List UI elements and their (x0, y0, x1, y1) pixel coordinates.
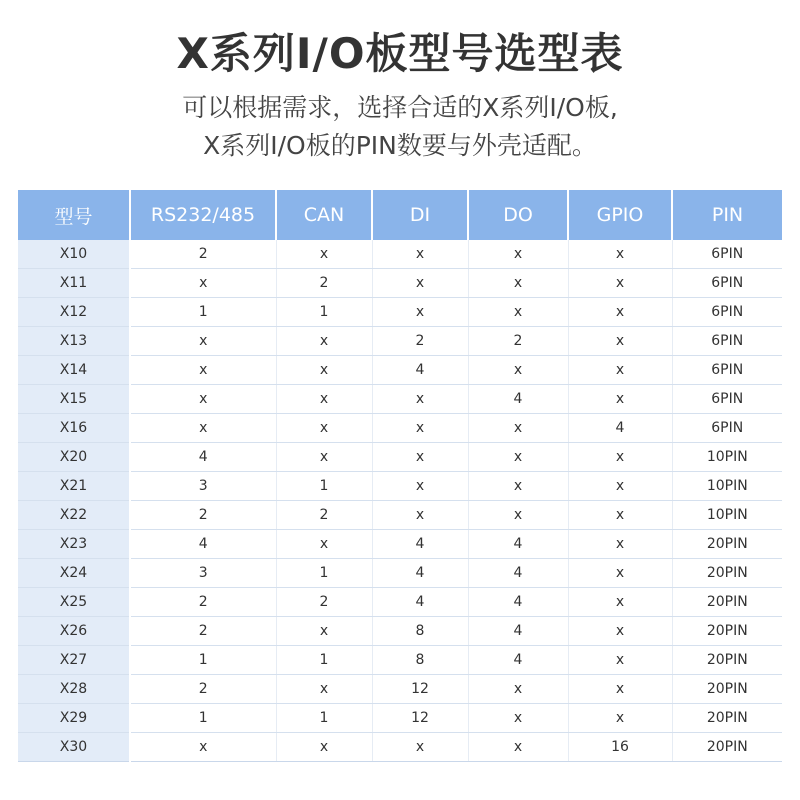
cell-model: X26 (18, 617, 130, 646)
cell-do: 2 (468, 327, 568, 356)
model-selection-table (18, 190, 782, 762)
table-row (18, 617, 782, 646)
cell-pin: 6PIN (672, 269, 782, 298)
cell-model: X10 (18, 240, 130, 269)
table-row (18, 327, 782, 356)
cell-model: X28 (18, 675, 130, 704)
cell-pin: 20PIN (672, 559, 782, 588)
cell-can: 2 (276, 269, 372, 298)
cell-pin: 6PIN (672, 414, 782, 443)
cell-gpio: x (568, 501, 672, 530)
cell-rs232-485: 4 (130, 443, 276, 472)
cell-rs232-485: 2 (130, 501, 276, 530)
cell-can: x (276, 530, 372, 559)
cell-pin: 20PIN (672, 733, 782, 762)
table-row (18, 559, 782, 588)
cell-rs232-485: x (130, 733, 276, 762)
header-do: DO (468, 190, 568, 240)
cell-rs232-485: 2 (130, 675, 276, 704)
header-can: CAN (276, 190, 372, 240)
header-rs232-485: RS232/485 (130, 190, 276, 240)
cell-do: 4 (468, 559, 568, 588)
cell-can: 1 (276, 472, 372, 501)
table-row (18, 675, 782, 704)
cell-di: x (372, 385, 468, 414)
cell-pin: 6PIN (672, 298, 782, 327)
page-title: X系列I/O板型号选型表 (176, 29, 624, 78)
cell-pin: 20PIN (672, 704, 782, 733)
cell-gpio: x (568, 530, 672, 559)
cell-can: 1 (276, 298, 372, 327)
cell-do: x (468, 240, 568, 269)
cell-do: x (468, 704, 568, 733)
cell-pin: 6PIN (672, 385, 782, 414)
cell-do: 4 (468, 646, 568, 675)
cell-can: x (276, 617, 372, 646)
cell-di: x (372, 269, 468, 298)
cell-di: x (372, 240, 468, 269)
cell-gpio: x (568, 617, 672, 646)
cell-model: X30 (18, 733, 130, 762)
cell-pin: 20PIN (672, 617, 782, 646)
cell-gpio: x (568, 240, 672, 269)
cell-gpio: x (568, 704, 672, 733)
cell-pin: 6PIN (672, 356, 782, 385)
subtitle-line-2: X系列I/O板的PIN数要与外壳适配。 (203, 131, 597, 160)
header-gpio: GPIO (568, 190, 672, 240)
cell-do: x (468, 269, 568, 298)
cell-di: x (372, 733, 468, 762)
cell-gpio: x (568, 588, 672, 617)
cell-model: X29 (18, 704, 130, 733)
table-row (18, 733, 782, 762)
cell-rs232-485: 1 (130, 646, 276, 675)
cell-model: X22 (18, 501, 130, 530)
cell-can: x (276, 675, 372, 704)
cell-di: 4 (372, 588, 468, 617)
cell-pin: 10PIN (672, 501, 782, 530)
cell-gpio: x (568, 472, 672, 501)
cell-can: 2 (276, 501, 372, 530)
cell-gpio: x (568, 327, 672, 356)
cell-di: x (372, 501, 468, 530)
cell-rs232-485: 2 (130, 617, 276, 646)
table-row (18, 472, 782, 501)
cell-gpio: x (568, 298, 672, 327)
cell-pin: 20PIN (672, 530, 782, 559)
cell-rs232-485: x (130, 356, 276, 385)
cell-do: x (468, 414, 568, 443)
cell-can: 1 (276, 704, 372, 733)
table-row (18, 356, 782, 385)
table-body (18, 240, 782, 762)
cell-di: 4 (372, 559, 468, 588)
cell-rs232-485: 1 (130, 704, 276, 733)
cell-model: X15 (18, 385, 130, 414)
cell-model: X14 (18, 356, 130, 385)
subtitle-line-1: 可以根据需求，选择合适的X系列I/O板, (182, 93, 618, 122)
cell-di: 2 (372, 327, 468, 356)
cell-do: x (468, 501, 568, 530)
cell-rs232-485: 2 (130, 240, 276, 269)
table-row (18, 240, 782, 269)
cell-do: 4 (468, 530, 568, 559)
table-row (18, 704, 782, 733)
cell-can: 2 (276, 588, 372, 617)
table-row (18, 298, 782, 327)
cell-di: x (372, 298, 468, 327)
cell-can: 1 (276, 646, 372, 675)
cell-rs232-485: 1 (130, 298, 276, 327)
cell-gpio: x (568, 646, 672, 675)
cell-pin: 6PIN (672, 327, 782, 356)
table-row (18, 530, 782, 559)
cell-can: x (276, 443, 372, 472)
cell-model: X25 (18, 588, 130, 617)
cell-do: 4 (468, 588, 568, 617)
cell-rs232-485: x (130, 327, 276, 356)
table-row (18, 385, 782, 414)
cell-di: 8 (372, 646, 468, 675)
cell-gpio: 16 (568, 733, 672, 762)
cell-model: X12 (18, 298, 130, 327)
cell-model: X21 (18, 472, 130, 501)
cell-pin: 10PIN (672, 443, 782, 472)
cell-di: 12 (372, 675, 468, 704)
cell-can: x (276, 240, 372, 269)
table-header-row (18, 190, 782, 240)
header-model: 型号 (18, 190, 130, 240)
cell-rs232-485: x (130, 385, 276, 414)
cell-gpio: 4 (568, 414, 672, 443)
cell-pin: 6PIN (672, 240, 782, 269)
cell-do: 4 (468, 617, 568, 646)
cell-model: X16 (18, 414, 130, 443)
cell-can: x (276, 356, 372, 385)
cell-pin: 10PIN (672, 472, 782, 501)
cell-model: X11 (18, 269, 130, 298)
cell-di: 4 (372, 356, 468, 385)
cell-di: 12 (372, 704, 468, 733)
cell-model: X27 (18, 646, 130, 675)
cell-do: x (468, 298, 568, 327)
cell-gpio: x (568, 269, 672, 298)
cell-di: x (372, 414, 468, 443)
cell-gpio: x (568, 385, 672, 414)
table-row (18, 646, 782, 675)
cell-di: x (372, 443, 468, 472)
cell-do: 4 (468, 385, 568, 414)
header-di: DI (372, 190, 468, 240)
cell-rs232-485: 3 (130, 559, 276, 588)
cell-model: X20 (18, 443, 130, 472)
cell-pin: 20PIN (672, 588, 782, 617)
table-row (18, 269, 782, 298)
cell-can: x (276, 385, 372, 414)
header-pin: PIN (672, 190, 782, 240)
cell-can: x (276, 733, 372, 762)
cell-rs232-485: x (130, 414, 276, 443)
cell-gpio: x (568, 675, 672, 704)
cell-di: 4 (372, 530, 468, 559)
cell-do: x (468, 733, 568, 762)
cell-do: x (468, 356, 568, 385)
cell-model: X23 (18, 530, 130, 559)
cell-model: X24 (18, 559, 130, 588)
cell-can: x (276, 327, 372, 356)
cell-di: 8 (372, 617, 468, 646)
cell-pin: 20PIN (672, 646, 782, 675)
table-row (18, 443, 782, 472)
cell-do: x (468, 675, 568, 704)
cell-gpio: x (568, 356, 672, 385)
cell-can: x (276, 414, 372, 443)
cell-do: x (468, 443, 568, 472)
cell-rs232-485: 3 (130, 472, 276, 501)
cell-do: x (468, 472, 568, 501)
cell-di: x (372, 472, 468, 501)
table-row (18, 414, 782, 443)
table-row (18, 588, 782, 617)
cell-rs232-485: x (130, 269, 276, 298)
cell-pin: 20PIN (672, 675, 782, 704)
cell-gpio: x (568, 443, 672, 472)
cell-rs232-485: 4 (130, 530, 276, 559)
table-row (18, 501, 782, 530)
cell-model: X13 (18, 327, 130, 356)
cell-gpio: x (568, 559, 672, 588)
cell-rs232-485: 2 (130, 588, 276, 617)
cell-can: 1 (276, 559, 372, 588)
